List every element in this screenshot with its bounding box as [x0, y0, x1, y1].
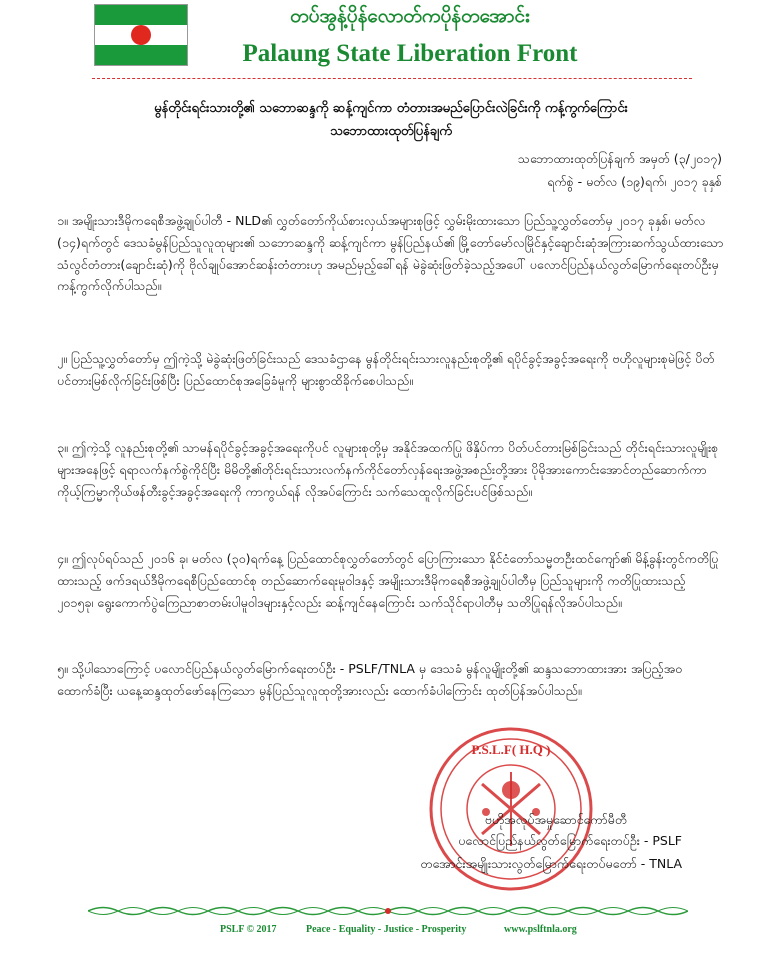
- footer-copyright: PSLF © 2017: [220, 924, 277, 935]
- paragraph-5: ၅။ သို့ပါသောကြောင့် ပလောင်ပြည်နယ်လွတ်မြောက်ရေးတပ်ဦး - PSLF/TNLA မှ ဒေသခံ မွန်လူမျိုးတို့၏ ဆန္ဒသဘောထားအား အပြည့်အဝထောက်ခံပြီး ယနေ့ဆန္ဒထုတ်ဖော်နေကြသော မွန်ပြည်သူလူထုတို့အားလည်း ထောက်ခံပါကြောင်း ထုတ်ပြန်အပ်ပါသည်။: [57, 661, 683, 698]
- org-name-myanmar: တပ်အွန့်ပိုန်လောတ်ကပိုန်တအောင်း: [290, 5, 530, 27]
- paragraph-3: ၃။ ဤကဲ့သို့ လူနည်းစုတို့၏ သာမန်ရပိုင်ခွင့်အခွင့်အရေးကိုပင် လူများစုတို့မှ အနိုင်အထက်ပြု ဖိနှိပ်ကာ ပိတ်ပင်တားမြစ်ခြင်းသည် တိုင်းရင်းသားလူမျိုးစုများအနေဖြင့် ရရာလက်နက်စွဲကိုင်ပြီး မိမိတို့၏တိုင်းရင်းသားလက်နက်ကိုင်တော်လှန်ရေးအဖွဲ့အစည်းတို့အား ပိုမိုအားကောင်းအောင်တည်ဆောက်ကာ ကိုယ့်ကြမ္မာကိုယ်ဖန်တီးခွင့်အခွင့်အရေးကို ကာကွယ်ရန် လိုအပ်ကြောင်း သက်သေထူလိုက်ခြင်းပင်ဖြစ်သည်။: [57, 440, 719, 499]
- signature-tnla: တအောင်းအမျိုးသားလွတ်မြောက်ရေးတပ်မတော် - TNLA: [420, 856, 682, 871]
- statement-subtitle: သဘောထားထုတ်ပြန်ချက်: [330, 124, 452, 139]
- footer-vine-ornament: [88, 904, 688, 918]
- footer-website[interactable]: www.pslftnla.org: [504, 924, 577, 935]
- paragraph-1: ၁။ အမျိုးသားဒီမိုကရေစီအဖွဲ့ချုပ်ပါတီ - NLD၏ လွှတ်တော်ကိုယ်စားလှယ်အများစုဖြင့် လွှမ်းမိုးထားသော ပြည်သူ့လွှတ်တော်မှ ၂၀၁၇ ခုနှစ်၊ မတ်လ (၁၄)ရက်တွင် ဒေသခံမွန်ပြည်သူလူထုများ၏ သဘောဆန္ဒကို ဆန့်ကျင်ကာ မွန်ပြည်နယ်၏ မြို့တော်မော်လမြိုင်နှင့်ချောင်းဆုံအကြားဆက်သွယ်ထားသော သံလွင်တံတား(ချောင်းဆုံ)ကို ဗိုလ်ချုပ်အောင်ဆန်းတံတားဟု အမည်မှည့်ခေါ်ရန် မဲခွဲဆုံးဖြတ်ခဲ့သည့်အပေါ် ပလောင်ပြည်နယ်လွတ်မြောက်ရေးတပ်ဦးမှ ကန့်ကွက်လိုက်ပါသည်။: [57, 213, 724, 294]
- seal-text: P.S.L.F( H.Q ): [471, 742, 551, 757]
- signature-committee: ဗဟိုအလုပ်အမှုဆောင်ကော်မီတီ: [484, 812, 627, 827]
- paragraph-2: ၂။ ပြည်သူ့လွှတ်တော်မှ ဤကဲ့သို့ မဲခွဲဆုံးဖြတ်ခြင်းသည် ဒေသခံဌာနေ မွန်တိုင်းရင်းသားလူနည်းစုတို့၏ ရပိုင်ခွင့်အခွင့်အရေးကို ဗဟိုလူများစုမဲဖြင့် ပိတ်ပင်တားမြစ်လိုက်ခြင်းဖြစ်ပြီး ပြည်ထောင်စုအခြေခံမူကို များစွာထိခိုက်စေပါသည်။: [57, 351, 715, 388]
- paragraph-4: ၄။ ဤလုပ်ရပ်သည် ၂၀၁၆ ခု၊ မတ်လ (၃၀)ရက်နေ့ ပြည်ထောင်စုလွှတ်တော်တွင် ပြောကြားသော နိုင်ငံတော်သမ္မတဦးထင်ကျော်၏ မိန့်ခွန်းတွင်ကတိပြုထားသည့် ဖက်ဒရယ်ဒီမိုကရေစီပြည်ထောင်စု တည်ဆောက်ရေးမူဝါဒနှင့် အမျိုးသားဒီမိုကရေစီအဖွဲ့ချုပ်ပါတီမှ ပြည်သူများကို ကတိပြုထားသည့် ၂၀၁၅ခု၊ ရွေးကောက်ပွဲကြေညာစာတမ်းပါမူဝါဒများနှင့်လည်း ဆန့်ကျင်နေကြောင်း သက်သိုင်ရာပါတီမှ သတိပြုရန်လိုအပ်ပါသည်။: [57, 551, 719, 610]
- statement-number: သဘောထားထုတ်ပြန်ချက် အမှတ် (၃/၂၀၁၇): [517, 151, 722, 166]
- organization-flag: [94, 4, 188, 66]
- statement-title: မွန်တိုင်းရင်းသားတို့၏ သဘောဆန္ဒကို ဆန့်ကျင်ကာ တံတားအမည်ပြောင်းလဲခြင်းကို ကန့်ကွက်ကြောင်း: [154, 101, 628, 116]
- org-name-english: Palaung State Liberation Front: [242, 40, 578, 67]
- statement-date: ရက်စွဲ - မတ်လ (၁၉)ရက်၊ ၂၀၁၇ ခုနှစ်: [547, 174, 722, 189]
- signature-pslf: ပလောင်ပြည်နယ်လွတ်မြောက်ရေးတပ်ဦး - PSLF: [458, 833, 682, 848]
- footer-motto: Peace - Equality - Justice - Prosperity: [306, 924, 467, 935]
- header-divider: [92, 78, 692, 79]
